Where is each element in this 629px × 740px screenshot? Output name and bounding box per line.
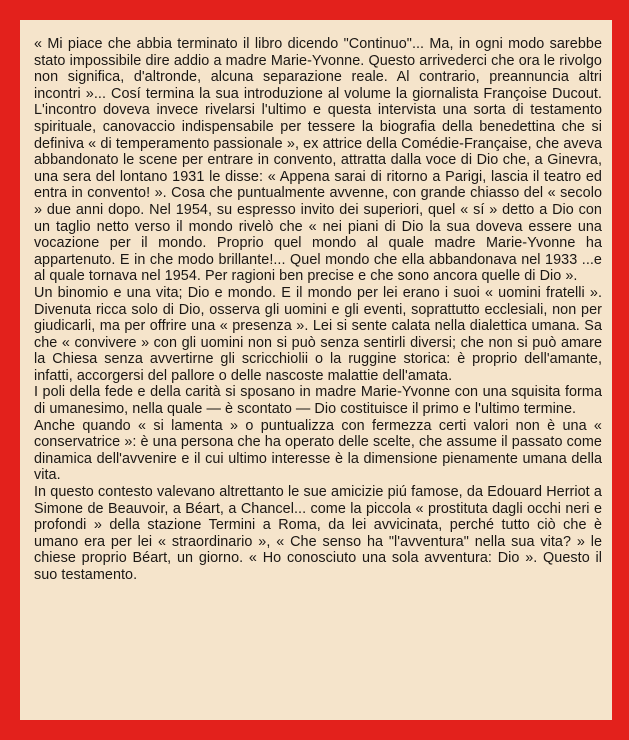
- text-panel: [20, 20, 612, 720]
- paragraph-amicizie: In questo contesto valevano altrettanto le sue amicizie piú famose, da Edouard Herriot a Simone de Beauvoir, a Béart, a Chancel... come la piccola « prostituta dagli occhi neri e profondi » della stazione Termini a Roma, da lei avvicinata, perché tutto ciò che è umano era per lei « straordinario », « Che senso ha "l'avventura" nella sua vita? » le chiese proprio Béart, un giorno. « Ho conosciuto una sola avventura: Dio ». Questo il suo testamento.: [34, 484, 602, 583]
- paragraph-anche-quando: Anche quando « si lamenta » o puntualizza con fermezza certi valori non è una « conservatrice »: è una persona che ha operato delle scelte, che assume il passato come dinamica dell'avvenire e il cui ultimo interesse è la dimensione pienamente umana della vita.: [34, 417, 602, 484]
- paragraph-binomio: Un binomio e una vita; Dio e mondo. E il mondo per lei erano i suoi « uomini fratelli ». Divenuta ricca solo di Dio, osserva gli uomini e gli eventi, soprattutto ecclesiali, non per giudicarli, ma per offrire una « presenza ». Lei si sente calata nella dialettica umana. Sa che « convivere » con gli uomini non si può senza sentirli diversi; che non si può amare la Chiesa senza avvertirne gli scricchiolii o la ruggine storica: è proprio dell'amante, infatti, accorgersi del pallore o delle nascoste malattie dell'amata.: [34, 284, 602, 384]
- paragraph-poli: I poli della fede e della carità si sposano in madre Marie-Yvonne con una squisita forma di umanesimo, nella quale — è scontato — Dio costituisce il primo e l'ultimo termine.: [34, 384, 602, 418]
- paragraph-introduction: « Mi piace che abbia terminato il libro dicendo "Continuo"... Ma, in ogni modo sarebbe stato impossibile dire addio a madre Marie-Yvonne. Questo arrivederci che ora le rivolgo non significa, d'altronde, alcuna separazione reale. Al contrario, preannuncia altri incontri »... Cosí termina la sua introduzione al volume la giornalista Françoise Ducout. L'incontro doveva invece rivelarsi l'ultimo e questa intervista una sorta di testamento spirituale, canovaccio indispensabile per tessere la biografia della benedettina che si definiva « di temperamento passionale », ex attrice della Comédie-Française, che aveva abbandonato le scene per entrare in convento, attratta dalla voce di Dio che, a Ginevra, una sera del lontano 1931 le disse: « Appena sarai di ritorno a Parigi, lascia il teatro ed entra in convento! ». Cosa che puntualmente avvenne, con grande chiasso del « secolo » due anni dopo. Nel 1954, su espresso invito dei superiori, quel « sí » detto a Dio con un taglio netto verso il mondo rivelò che « nei piani di Dio la sua doveva essere una vocazione per il mondo. Proprio quel mondo al quale madre Marie-Yvonne ha appartenuto. E in che modo brillante!... Quel mondo che ella abbandonava nel 1933 ...e al quale tornava nel 1954. Per ragioni ben precise e che sono ancora quelle di Dio ».: [34, 36, 602, 285]
